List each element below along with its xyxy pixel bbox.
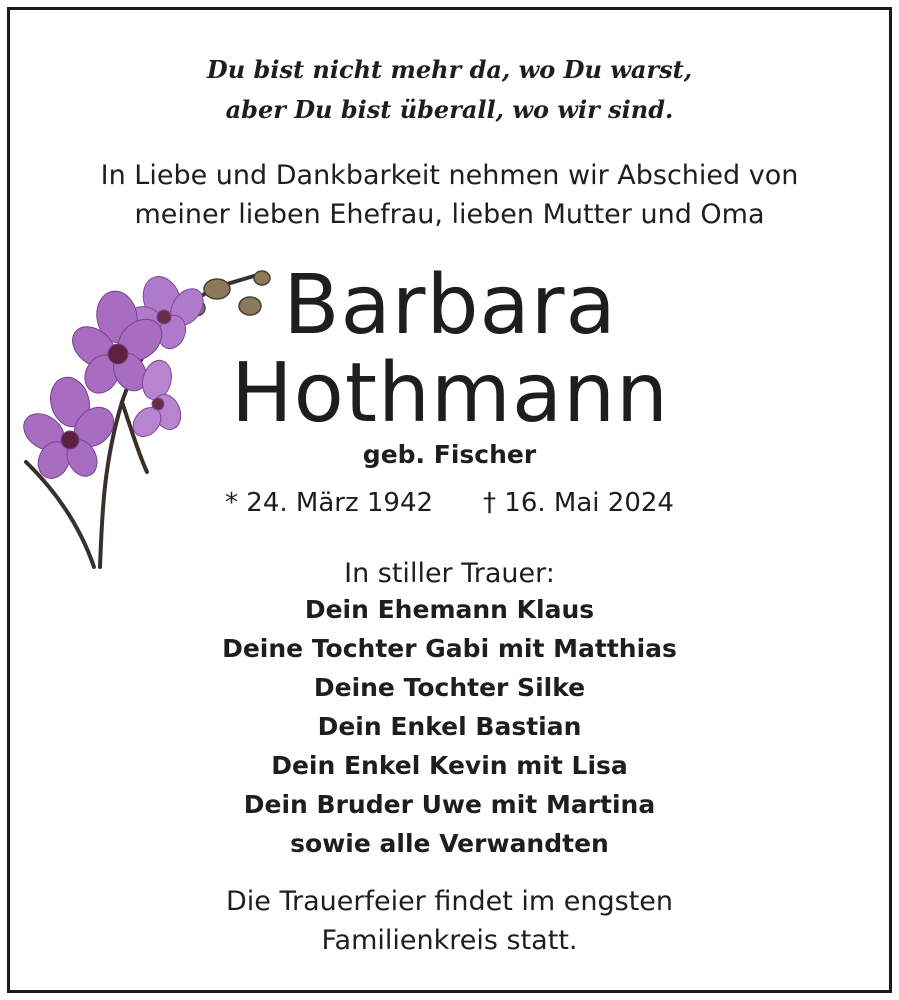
intro-line-1: In Liebe und Dankbarkeit nehmen wir Abschied von	[100, 160, 799, 191]
mourner-name: Dein Ehemann Klaus	[304, 595, 595, 624]
death-date: † 16. Mai 2024	[483, 488, 674, 518]
mourner-name: Dein Enkel Kevin mit Lisa	[271, 751, 628, 780]
mourner-name: Deine Tochter Silke	[313, 673, 586, 702]
quote-line-2: aber Du bist überall, wo wir sind.	[225, 95, 674, 124]
mourner-name: Deine Tochter Gabi mit Matthias	[222, 634, 677, 663]
quote-line-1: Du bist nicht mehr da, wo Du warst,	[206, 55, 693, 84]
intro-line-2: meiner lieben Ehefrau, lieben Mutter und Oma	[134, 199, 765, 230]
deceased-first-name: Barbara	[283, 258, 617, 353]
closing-line-2: Familienkreis statt.	[321, 925, 578, 956]
life-dates	[0, 488, 899, 518]
mourner-name: Dein Enkel Bastian	[317, 712, 582, 741]
birth-date: * 24. März 1942	[225, 488, 434, 518]
mourner-name: sowie alle Verwandten	[290, 829, 609, 858]
birth-name: geb. Fischer	[362, 440, 537, 469]
mourners-heading: In stiller Trauer:	[344, 558, 555, 589]
mourner-name: Dein Bruder Uwe mit Martina	[243, 790, 656, 819]
deceased-last-name: Hothmann	[230, 346, 670, 441]
closing-line-1: Die Trauerfeier findet im engsten	[225, 886, 674, 917]
